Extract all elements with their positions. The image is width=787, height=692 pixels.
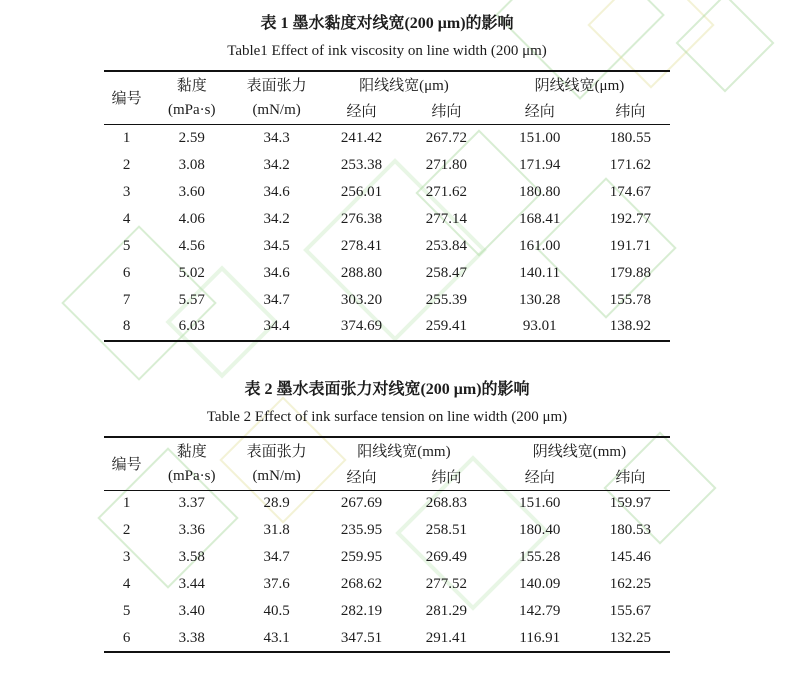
table-1-ink-viscosity [104,70,670,342]
cell-negative-weft: 162.25 [609,576,651,592]
cell-negative-warp: 140.11 [519,264,561,281]
cell-negative-weft: 159.97 [609,495,651,512]
cell-no: 6 [122,264,131,281]
table-row [104,125,670,152]
table-row [104,314,670,341]
col-header-tension-unit: (mN/m) [252,102,301,118]
cell-tension: 34.4 [263,318,290,334]
col-header-weft: 纬向 [431,104,462,120]
col-header-tension-unit: (mN/m) [252,467,301,484]
table-row [104,490,670,517]
table-row [104,517,670,544]
col-group-positive-line: 阳线线宽(μm) [359,78,449,94]
cell-negative-weft: 145.46 [609,549,651,565]
cell-no: 7 [122,291,131,308]
cell-no: 5 [122,603,131,619]
cell-negative-warp: 171.94 [519,156,561,173]
col-header-viscosity-unit: (mPa·s) [167,467,216,484]
cell-positive-warp: 267.69 [340,495,383,512]
cell-positive-warp: 374.69 [340,318,383,334]
cell-negative-warp: 116.91 [519,629,561,646]
table-2-title-en: Table 2 Effect of ink surface tension on line width (200 μm) [206,408,568,425]
cell-negative-warp: 161.00 [519,237,561,254]
cell-no: 3 [122,549,131,565]
cell-positive-weft: 253.84 [425,237,467,254]
col-header-warp: 经向 [524,104,555,120]
cell-negative-warp: 180.80 [519,183,561,200]
cell-viscosity: 3.36 [178,522,205,538]
cell-viscosity: 4.56 [178,237,205,254]
cell-viscosity: 5.57 [178,291,205,308]
cell-no: 4 [122,210,131,227]
cell-tension: 34.6 [263,264,290,281]
cell-positive-weft: 271.80 [425,156,467,173]
cell-no: 1 [122,129,131,146]
cell-no: 1 [122,495,131,512]
cell-no: 8 [122,318,131,334]
cell-tension: 34.7 [263,549,290,565]
cell-positive-warp: 253.38 [340,156,383,173]
cell-negative-warp: 93.01 [522,318,557,334]
cell-positive-weft: 277.52 [425,576,467,592]
cell-viscosity: 6.03 [178,318,205,334]
table-row [104,625,670,652]
cell-negative-warp: 168.41 [519,210,561,227]
cell-no: 5 [122,237,131,254]
col-header-viscosity-unit: (mPa·s) [167,102,216,118]
col-header-warp: 经向 [346,104,377,120]
cell-positive-weft: 271.62 [425,183,467,200]
cell-tension: 31.8 [263,522,290,538]
cell-negative-weft: 174.67 [609,183,651,200]
col-header-weft: 纬向 [615,469,646,486]
table-2-title-zh: 表 2 墨水表面张力对线宽(200 μm)的影响 [244,380,530,398]
col-header-weft: 纬向 [431,469,462,486]
col-group-positive-line: 阳线线宽(mm) [357,443,451,460]
cell-negative-warp: 142.79 [519,603,561,619]
cell-tension: 43.1 [263,629,290,646]
col-header-tension: 表面张力 [246,443,307,460]
cell-tension: 40.5 [263,603,290,619]
table-2-section [104,379,670,654]
cell-no: 3 [122,183,131,200]
cell-positive-warp: 259.95 [340,549,383,565]
col-header-tension: 表面张力 [246,78,307,94]
cell-positive-weft: 267.72 [425,129,467,146]
col-group-negative-line: 阴线线宽(μm) [534,78,625,94]
cell-negative-weft: 155.67 [609,603,651,619]
cell-positive-weft: 291.41 [425,629,467,646]
cell-positive-warp: 303.20 [340,291,383,308]
cell-positive-warp: 288.80 [340,264,383,281]
cell-tension: 28.9 [263,495,290,512]
cell-no: 4 [122,576,131,592]
table-row [104,233,670,260]
cell-positive-warp: 241.42 [340,129,383,146]
cell-tension: 37.6 [263,576,290,592]
cell-positive-weft: 259.41 [425,318,467,334]
table-1-title-zh: 表 1 墨水黏度对线宽(200 μm)的影响 [260,15,514,32]
cell-positive-warp: 268.62 [340,576,383,592]
table-row [104,152,670,179]
cell-negative-weft: 155.78 [609,291,651,308]
cell-positive-warp: 278.41 [340,237,383,254]
table-1-section [104,13,670,342]
table-row [104,260,670,287]
col-header-warp: 经向 [346,469,377,486]
table-2-header [104,437,670,491]
cell-negative-weft: 180.55 [609,129,651,146]
table-row [104,544,670,571]
cell-negative-weft: 191.71 [609,237,651,254]
table-row [104,179,670,206]
cell-viscosity: 3.60 [178,183,205,200]
cell-tension: 34.2 [263,210,290,227]
cell-negative-weft: 171.62 [609,156,651,173]
cell-viscosity: 3.38 [178,629,205,646]
cell-positive-weft: 281.29 [425,603,467,619]
cell-positive-warp: 282.19 [340,603,383,619]
cell-tension: 34.7 [263,291,290,308]
cell-tension: 34.2 [263,156,290,173]
table-row [104,598,670,625]
cell-positive-weft: 268.83 [425,495,467,512]
cell-negative-weft: 180.53 [609,522,651,538]
cell-positive-warp: 235.95 [340,522,383,538]
cell-no: 2 [122,156,131,173]
table-row [104,287,670,314]
cell-negative-weft: 138.92 [609,318,651,334]
cell-no: 6 [122,629,131,646]
cell-positive-weft: 255.39 [425,291,467,308]
cell-tension: 34.3 [263,129,290,146]
cell-positive-weft: 258.51 [425,522,467,538]
cell-negative-warp: 155.28 [519,549,561,565]
cell-negative-warp: 140.09 [519,576,561,592]
cell-tension: 34.6 [263,183,290,200]
cell-positive-warp: 276.38 [340,210,383,227]
table-2-surface-tension [104,436,670,654]
cell-tension: 34.5 [263,237,290,254]
cell-positive-weft: 269.49 [425,549,467,565]
cell-viscosity: 3.37 [178,495,205,512]
cell-positive-warp: 347.51 [340,629,383,646]
cell-positive-weft: 277.14 [425,210,467,227]
cell-viscosity: 4.06 [178,210,205,227]
cell-no: 2 [122,522,131,538]
cell-negative-warp: 130.28 [519,291,561,308]
col-header-no: 编号 [111,91,142,107]
table-1-body [104,125,670,341]
cell-positive-warp: 256.01 [340,183,383,200]
cell-viscosity: 3.40 [178,603,205,619]
col-header-viscosity: 黏度 [176,78,207,94]
table-2-body [104,490,670,652]
cell-viscosity: 5.02 [178,264,205,281]
cell-viscosity: 3.58 [178,549,205,565]
table-1-header [104,71,670,125]
col-header-weft: 纬向 [615,104,646,120]
col-header-viscosity: 黏度 [176,443,207,460]
cell-negative-weft: 179.88 [609,264,651,281]
cell-viscosity: 3.08 [178,156,205,173]
table-row [104,571,670,598]
cell-negative-warp: 151.60 [519,495,561,512]
col-header-no: 编号 [111,456,142,473]
col-header-warp: 经向 [524,469,555,486]
cell-negative-weft: 192.77 [609,210,651,227]
cell-positive-weft: 258.47 [425,264,467,281]
cell-negative-weft: 132.25 [609,629,651,646]
table-1-title-en: Table1 Effect of ink viscosity on line width (200 μm) [227,43,547,59]
table-row [104,206,670,233]
cell-viscosity: 3.44 [178,576,205,592]
col-group-negative-line: 阴线线宽(mm) [532,443,627,460]
cell-negative-warp: 180.40 [519,522,561,538]
cell-negative-warp: 151.00 [519,129,561,146]
cell-viscosity: 2.59 [178,129,205,146]
